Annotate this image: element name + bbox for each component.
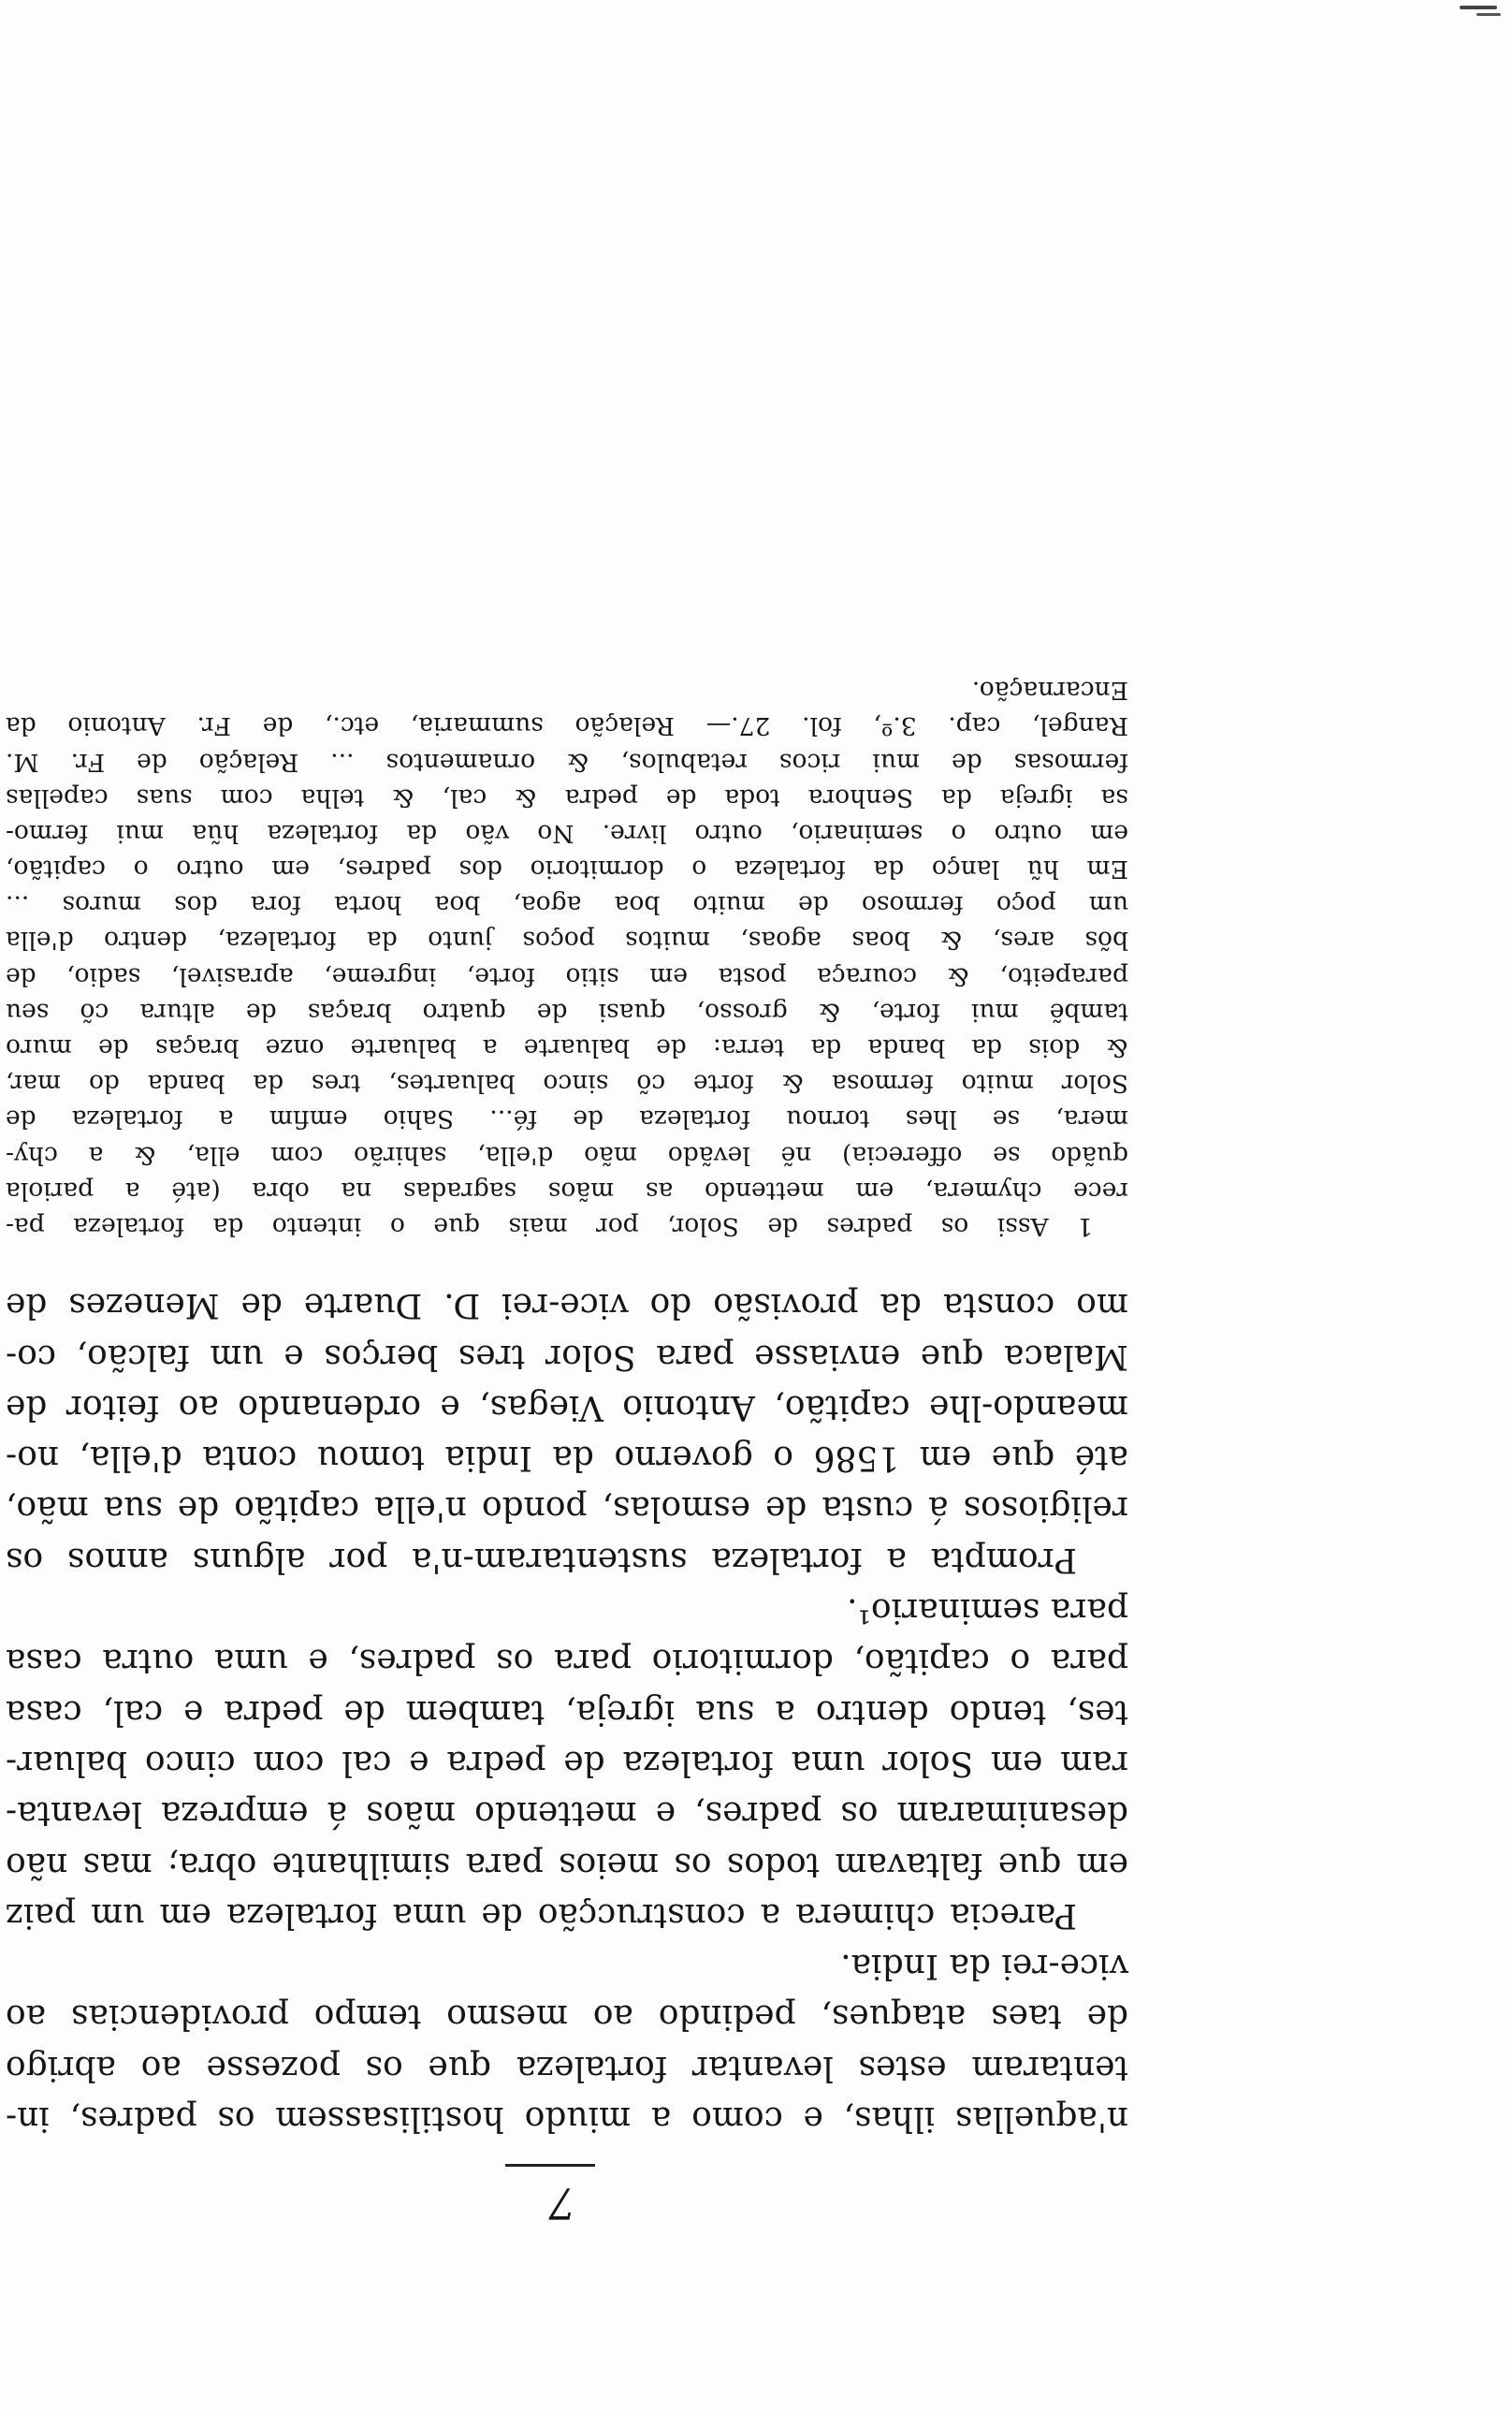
footnote-line: Rangel, cap. 3.º, fol. 27.— Relação summaria, etc., de Fr. Antonio da [6, 711, 1128, 741]
text-line: religiosos á custa de esmolas, pondo n'ella capitão de sua mão, [6, 1489, 1128, 1528]
text-line: tes, tendo dentro a sua igreja, tambem de pedra e cal, casa [6, 1692, 1128, 1732]
page-number: 7 [548, 2178, 576, 2228]
footnote-line: & dois da banda da terra: de baluarte a baluarte onze braças de muro [6, 1033, 1128, 1063]
text-line: para o capitão, dormitorio para os padres, e uma outra casa [6, 1642, 1128, 1681]
paragraph [6, 1279, 1128, 1585]
text-line: em que faltavam todos os meios para similhante obra; mas não [6, 1845, 1128, 1884]
text-line: n'aquellas ilhas, e como a miudo hostilisassem os padres, in- [6, 2099, 1128, 2138]
footnote-line: sa igreja da Senhora toda de pedra & cal, & telha com suas capellas [6, 782, 1128, 812]
footnote-text: Assi os padres de Solor, por mais que o intento da fortaleza pa- [6, 1211, 1049, 1241]
text-line: tentaram estes levantar fortaleza que os pozesse ao abrigo [6, 2048, 1128, 2087]
scan-speck [1460, 6, 1497, 9]
footnote-line: Encarnação. [971, 676, 1128, 706]
footnote-line: Solor muito fermosa & forte cõ sinco baluartes, tres da banda do mar, [6, 1069, 1128, 1099]
footnote-line: Em hũ lanço da fortaleza o dormitorio dos padres, em outro o capitão, [6, 855, 1128, 884]
footnote [6, 672, 1128, 1244]
footnote-line: em outro o seminario, outro livre. No vão da fortaleza hũa mui fermo- [6, 818, 1128, 848]
footnote-line: tambẽ mui forte, & grosso, quasi de quatro braças de altura cõ seu [6, 997, 1128, 1027]
text-block [6, 672, 1128, 2228]
footnote-line: bõs ares, & boas agoas, muitos poços junto da fortaleza, dentro d'ella [6, 926, 1128, 956]
text-line: ram em Solor uma fortaleza de pedra e cal com cinco baluar- [6, 1743, 1128, 1782]
footnote-line: mera, se lhes tornou fortaleza de fé... Sahio emfim a fortaleza de [6, 1104, 1128, 1134]
footnote-separator-space [6, 1244, 1128, 1279]
text-line: vice-rei da India. [840, 1947, 1128, 1986]
text-line: mo consta da provisão do vice-rei D. Duarte de Menezes de [6, 1286, 1128, 1325]
footnote-marker: 1 [1077, 1211, 1093, 1241]
page-number-rule [505, 2164, 595, 2167]
text-line: para seminario¹. [847, 1591, 1128, 1630]
footnote-line: um poço fermoso de muito boa agoa, boa horta fora dos muros ... [6, 890, 1128, 920]
footnote-line: quãdo se offerecia) nẽ levãdo mão d'ella, sahirão com ella, & a chy- [6, 1140, 1128, 1170]
paragraph [6, 1585, 1128, 1940]
footnote-line: fermosas de mui ricos retabulos, & ornamentos ... Relação de Fr. M. [6, 747, 1128, 777]
footnote-line: parapeito, & couraça posta em sitio forte, ingreme, aprasivel, sadio, de [6, 961, 1128, 991]
scan-speck [1476, 13, 1501, 16]
footnote-line [6, 1208, 1128, 1244]
paragraph [6, 1940, 1128, 2143]
text-line: de taes ataques, pedindo ao mesmo tempo providencias ao [6, 1997, 1128, 2037]
text-line: desanimaram os padres, e mettendo mãos á empreza levanta- [6, 1794, 1128, 1834]
text-line: até que em 1586 o governo da India tomou conta d'ella, no- [6, 1439, 1128, 1478]
text-line: meando-lhe capitão, Antonio Viegas, e ordenando ao feitor de [6, 1387, 1128, 1426]
footnote-line: rece chymera, em mettendo as mãos sagradas na obra (até a pariola [6, 1176, 1128, 1206]
text-line: Malaca que enviasse para Solor tres berços e um falcão, co- [6, 1337, 1128, 1376]
text-line: Prompta a fortaleza sustentaram-n'a por alguns annos os [6, 1540, 1077, 1579]
text-line: Parecia chimera a construcção de uma fortaleza em um paiz [6, 1895, 1077, 1935]
